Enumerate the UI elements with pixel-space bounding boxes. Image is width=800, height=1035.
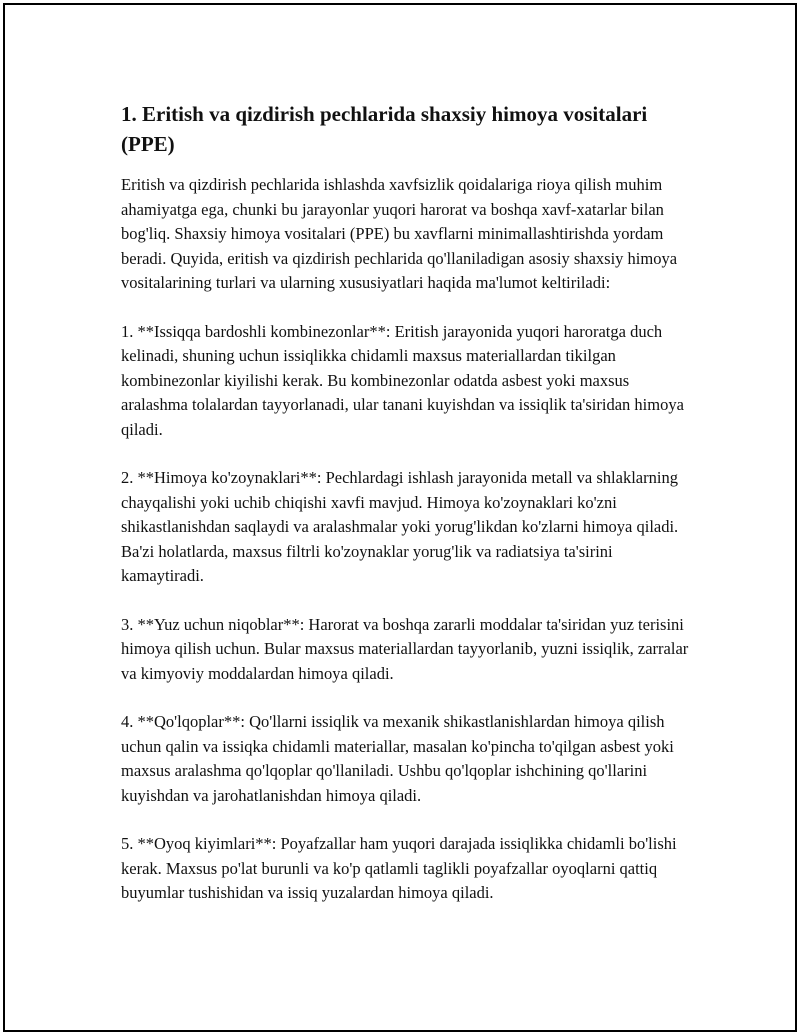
list-item-coveralls: 1. **Issiqqa bardoshli kombinezonlar**: Eritish jarayonida yuqori haroratga duch kelinadi, shuning uchun issiqlikka chidamli maxsus materiallardan tikilgan kombinezonlar kiyilishi kerak. Bu kombinezonlar odatda asbest yoki maxsus aralashma tolalardan tayyorlanadi, ular tanani kuyishdan va issiqlik ta'siridan himoya qiladi. <box>121 321 684 439</box>
list-item-footwear: 5. **Oyoq kiyimlari**: Poyafzallar ham yuqori darajada issiqlikka chidamli bo'lishi kerak. Maxsus po'lat burunli va ko'p qatlamli taglikli poyafzallar oyoqlarni qattiq buyumlar tushishidan va issiq yuzalardan himoya qiladi. <box>121 834 677 902</box>
section-heading: 1. Eritish va qizdirish pechlarida shaxsiy himoya vositalari (PPE) <box>121 102 648 156</box>
intro-paragraph: Eritish va qizdirish pechlarida ishlashda xavfsizlik qoidalariga rioya qilish muhim ahamiyatga ega, chunki bu jarayonlar yuqori harorat va boshqa xavf-xatarlar bilan bog'liq. Shaxsiy himoya vositalari (PPE) bu xavflarni minimallashtirishda yordam beradi. Quyida, eritish va qizdirish pechlarida qo'llaniladigan asosiy shaxsiy himoya vositalarining turlari va ularning xususiyatlari haqida ma'lumot keltiriladi: <box>121 175 678 292</box>
document-body <box>121 99 689 930</box>
list-item-face-masks: 3. **Yuz uchun niqoblar**: Harorat va boshqa zararli moddalar ta'siridan yuz terisini himoya qilish uchun. Bular maxsus materiallardan tayyorlanib, yuzni issiqlik, zarralar va kimyoviy moddalardan himoya qiladi. <box>121 614 689 683</box>
list-item-gloves: 4. **Qo'lqoplar**: Qo'llarni issiqlik va mexanik shikastlanishlardan himoya qilish uchun qalin va issiqka chidamli materiallar, masalan ko'pincha to'qilgan asbest yoki maxsus aralashma qo'lqoplar qo'llaniladi. Ushbu qo'lqoplar ishchining qo'llarini kuyishdan va jarohatlanishdan himoya qiladi. <box>121 712 674 805</box>
document-page <box>3 3 797 1032</box>
list-item-goggles: 2. **Himoya ko'zoynaklari**: Pechlardagi ishlash jarayonida metall va shlaklarning chayqalishi yoki uchib chiqishi xavfi mavjud. Himoya ko'zoynaklari ko'zni shikastlanishdan saqlaydi va aralashmalar yoki yorug'likdan ko'zlarni himoya qiladi. Ba'zi holatlarda, maxsus filtrli ko'zoynaklar yorug'lik va radiatsiya ta'sirini kamaytiradi. <box>121 468 679 585</box>
